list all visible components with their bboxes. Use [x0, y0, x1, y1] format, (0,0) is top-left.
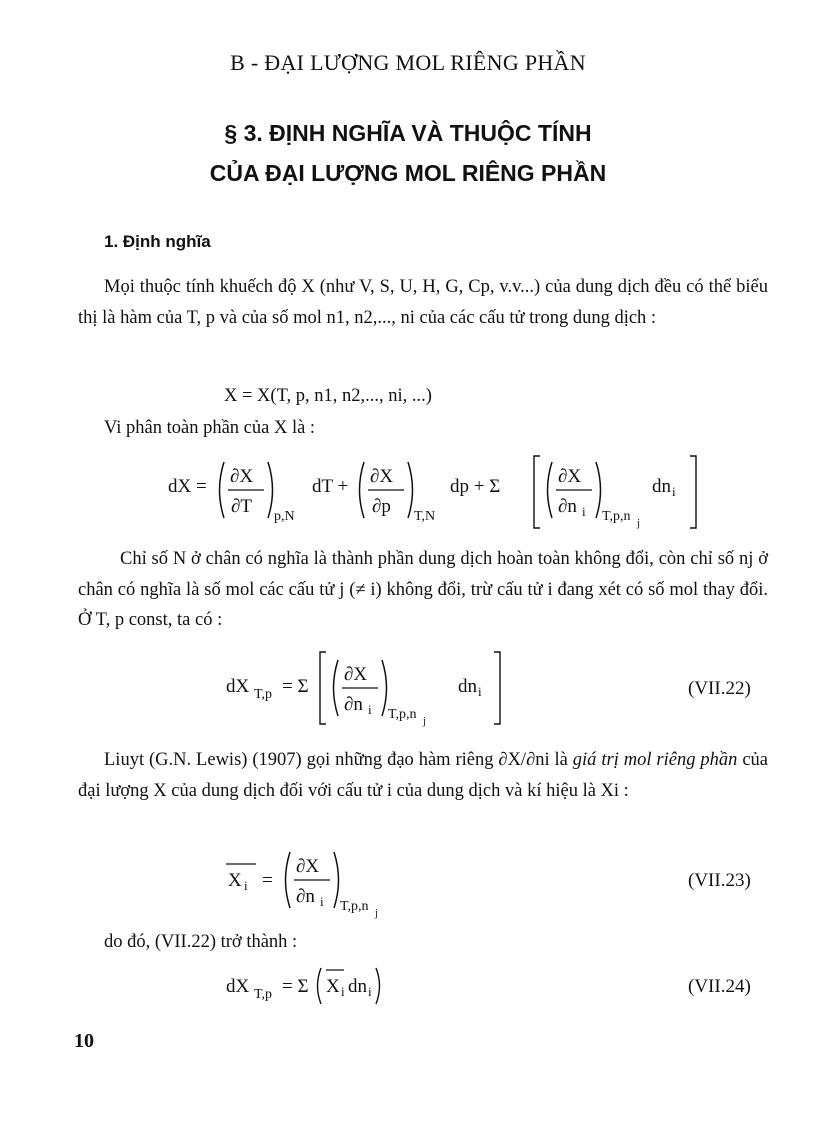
svg-text:T,p: T,p	[254, 687, 273, 702]
svg-text:∂X: ∂X	[558, 466, 582, 487]
svg-text:j: j	[637, 517, 641, 529]
svg-text:T,p,n: T,p,n	[388, 707, 417, 722]
svg-text:T,N: T,N	[414, 509, 436, 524]
svg-text:dn: dn	[652, 476, 671, 497]
svg-text:dn: dn	[458, 676, 477, 697]
svg-text:dT +: dT +	[312, 476, 349, 497]
svg-text:i: i	[582, 504, 586, 519]
total-differential-equation	[160, 448, 720, 540]
equation-vii-24	[222, 962, 462, 1012]
svg-text:= Σ: = Σ	[282, 976, 309, 997]
svg-text:dX: dX	[226, 676, 250, 697]
equation-vii-23	[222, 840, 442, 920]
equation-vii-24-number: (VII.24)	[688, 976, 751, 997]
svg-text:i: i	[341, 984, 345, 999]
total-differential-intro: Vi phân toàn phần của X là :	[104, 418, 316, 438]
svg-text:i: i	[368, 984, 372, 999]
svg-text:i: i	[478, 684, 482, 699]
svg-text:p,N: p,N	[274, 509, 295, 524]
paragraph-index-explanation	[78, 544, 768, 636]
paragraph-index-explanation-text: Chỉ số N ở chân có nghĩa là thành phần dung dịch hoàn toàn không đổi, còn chỉ số nj ở chân có nghĩa là số mol các cấu tử j (≠ i) không đổi, trừ cấu tử i đang xét có số mol thay đổi. Ở T, p const, ta có :	[78, 549, 768, 630]
section-title-line1: § 3. ĐỊNH NGHĨA VÀ THUỘC TÍNH	[224, 120, 592, 146]
svg-text:∂n: ∂n	[558, 496, 577, 517]
svg-text:T,p,n: T,p,n	[602, 509, 631, 524]
svg-text:∂X: ∂X	[296, 856, 320, 877]
svg-text:i: i	[672, 484, 676, 499]
page-number: 10	[74, 1030, 94, 1052]
function-equation: X = X(T, p, n1, n2,..., ni, ...)	[224, 386, 432, 406]
part-title: B - ĐẠI LƯỢNG MOL RIÊNG PHẦN	[230, 50, 586, 75]
svg-text:j: j	[375, 907, 379, 919]
svg-text:dp + Σ: dp + Σ	[450, 476, 501, 497]
equation-vii-22	[222, 648, 522, 728]
paragraph-lewis-definition	[78, 745, 768, 806]
paragraph-lewis-text-a: Liuyt (G.N. Lewis) (1907) gọi những đạo hàm riêng ∂X/∂ni là	[104, 750, 573, 770]
svg-text:∂X: ∂X	[370, 466, 394, 487]
subsection-heading: 1. Định nghĩa	[104, 232, 211, 251]
equation-vii-22-number: (VII.22)	[688, 678, 751, 699]
svg-text:i: i	[320, 894, 324, 909]
svg-text:j: j	[423, 715, 427, 727]
svg-text:∂X: ∂X	[230, 466, 254, 487]
paragraph-intro-text: Mọi thuộc tính khuếch độ X (như V, S, U, H, G, Cp, v.v...) của dung dịch đều có thể biểu thị là hàm của T, p và của số mol n1, n2,..., ni của các cấu tử trong dung dịch :	[78, 277, 768, 328]
svg-text:∂n: ∂n	[296, 886, 315, 907]
paragraph-lewis-text-b: của đại lượng X của dung dịch đối với cấu tử i của dung dịch và kí hiệu là Xi :	[78, 750, 768, 801]
svg-text:X: X	[228, 870, 242, 891]
svg-text:∂p: ∂p	[372, 496, 391, 517]
svg-text:X: X	[326, 976, 340, 997]
svg-text:T,p: T,p	[254, 987, 273, 1002]
paragraph-intro	[78, 272, 768, 333]
svg-text:T,p,n: T,p,n	[340, 899, 369, 914]
svg-text:i: i	[368, 702, 372, 717]
paragraph-lewis-italic-term: giá trị mol riêng phần	[572, 750, 738, 770]
svg-text:dX =: dX =	[168, 476, 207, 497]
equation-vii-23-number: (VII.23)	[688, 870, 751, 891]
svg-text:∂n: ∂n	[344, 694, 363, 715]
svg-text:dn: dn	[348, 976, 367, 997]
svg-text:= Σ: = Σ	[282, 676, 309, 697]
svg-text:∂X: ∂X	[344, 664, 368, 685]
then-text: do đó, (VII.22) trở thành :	[104, 932, 298, 952]
svg-text:dX: dX	[226, 976, 250, 997]
svg-text:=: =	[262, 870, 273, 891]
svg-text:i: i	[244, 878, 248, 893]
svg-text:∂T: ∂T	[231, 496, 252, 517]
section-title-line2: CỦA ĐẠI LƯỢNG MOL RIÊNG PHẦN	[209, 160, 607, 186]
